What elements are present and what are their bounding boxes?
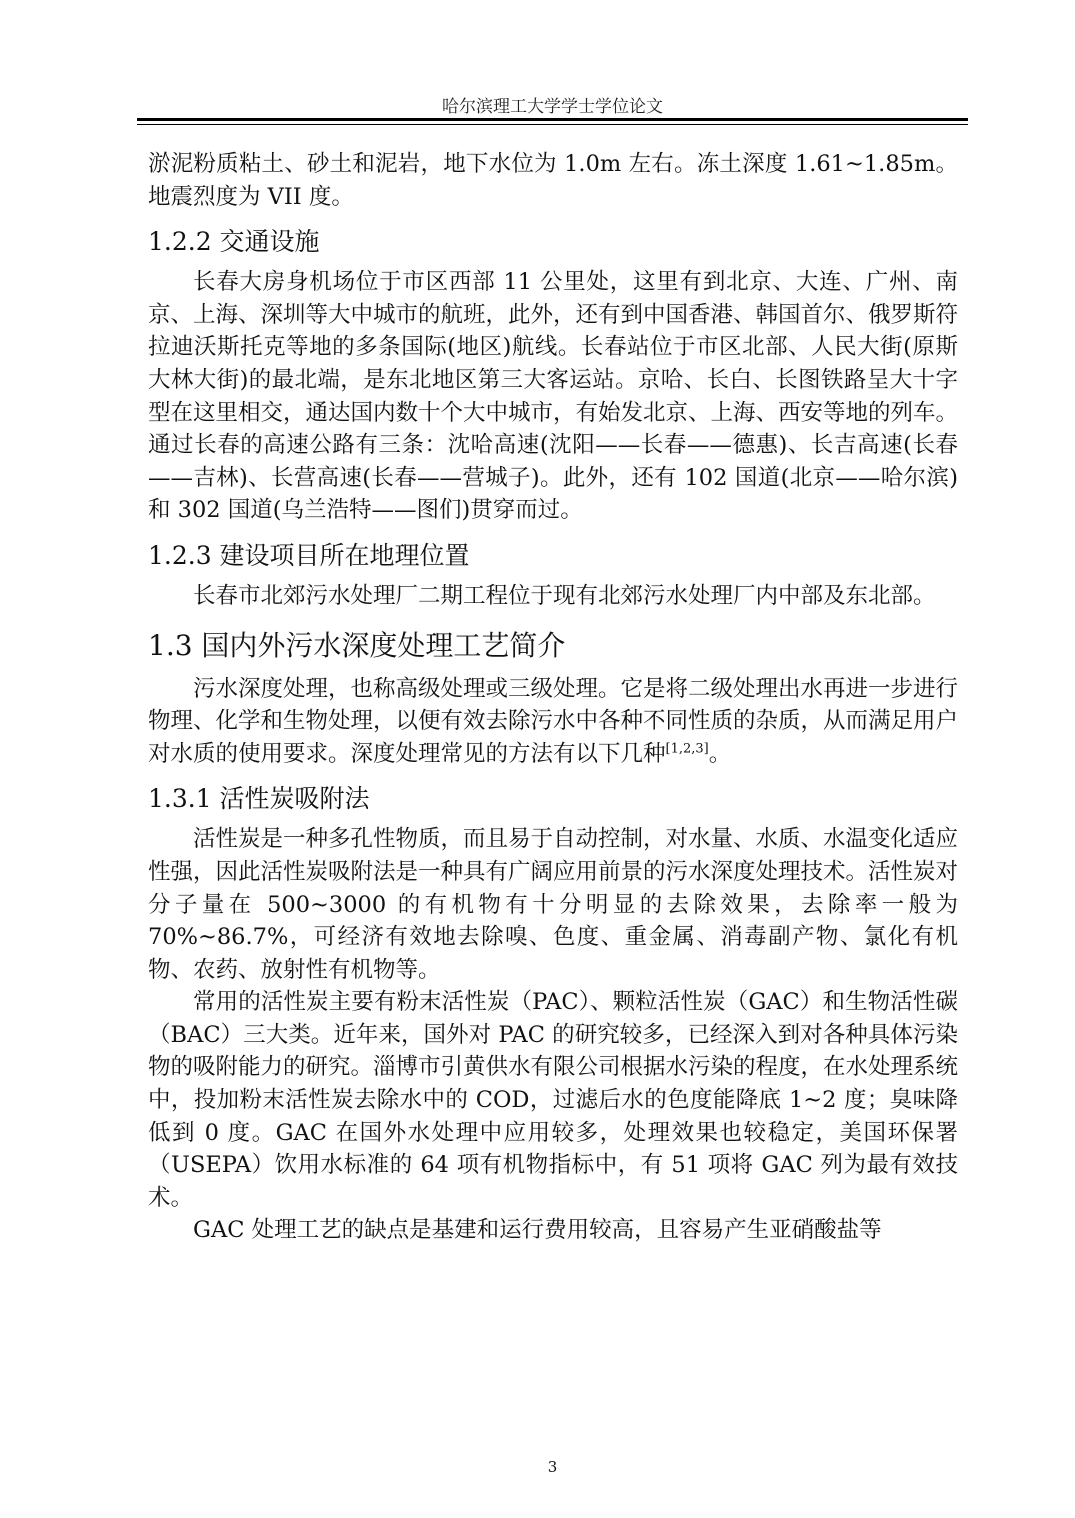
paragraph-advanced-treatment-text: 污水深度处理，也称高级处理或三级处理。它是将二级处理出水再进一步进行物理、化学和生物处理，以便有效去除污水中各种不同性质的杂质，从而满足用户对水质的使用要求。深度处理常见的方法有以下几种 (148, 675, 959, 767)
header-rule-thin (137, 124, 968, 125)
page-header: 哈尔滨理工大学学士学位论文 (442, 97, 663, 117)
paragraph-gac-drawbacks: GAC 处理工艺的缺点是基建和运行费用较高，且容易产生亚硝酸盐等 (193, 1217, 882, 1244)
page-number: 3 (547, 1458, 558, 1476)
paragraph-activated-carbon: 活性炭是一种多孔性物质，而且易于自动控制，对水量、水质、水温变化适应性强，因此活性炭吸附法是一种具有广阔应用前景的污水深度处理技术。活性炭对分子量在 500~3000 的有机物有十分明显的去除效果，去除率一般为 70%~86.7%，可经济有效地去除嗅、色度、重金属、消毒副产物、氯化有机物、农药、放射性有机物等。 (148, 826, 959, 983)
heading-1-2-3: 1.2.3 建设项目所在地理位置 (148, 540, 470, 570)
header-rule-thick (137, 118, 968, 121)
citation: [1,2,3] (665, 741, 709, 757)
paragraph-location: 长春市北郊污水处理厂二期工程位于现有北郊污水处理厂内中部及东北部。 (193, 582, 936, 609)
paragraph-soil: 淤泥粉质粘土、砂土和泥岩，地下水位为 1.0m 左右。冻土深度 1.61~1.85m。地震烈度为 VII 度。 (148, 151, 958, 210)
heading-1-3: 1.3 国内外污水深度处理工艺简介 (148, 628, 566, 662)
paragraph-advanced-treatment-end: 。 (708, 740, 732, 767)
page-body (148, 148, 958, 1247)
heading-1-2-2: 1.2.2 交通设施 (148, 227, 320, 257)
heading-1-3-1: 1.3.1 活性炭吸附法 (148, 784, 370, 814)
paragraph-transport: 长春大房身机场位于市区西部 11 公里处，这里有到北京、大连、广州、南京、上海、深圳等大中城市的航班，此外，还有到中国香港、韩国首尔、俄罗斯符拉迪沃斯托克等地的多条国际(地区)航线。长春站位于市区北部、人民大街(原斯大林大街)的最北端，是东北地区第三大客运站。京哈、长白、长图铁路呈大十字型在这里相交，通达国内数十个大中城市，有始发北京、上海、西安等地的列车。通过长春的高速公路有三条：沈哈高速(沈阳——长春——德惠)、长吉高速(长春——吉林)、长营高速(长春——营城子)。此外，还有 102 国道(北京——哈尔滨)和 302 国道(乌兰浩特——图们)贯穿而过。 (148, 269, 959, 524)
paragraph-carbon-types: 常用的活性炭主要有粉末活性炭（PAC）、颗粒活性炭（GAC）和生物活性碳（BAC）三大类。近年来，国外对 PAC 的研究较多，已经深入到对各种具体污染物的吸附能力的研究。淄博市引黄供水有限公司根据水污染的程度，在水处理系统中，投加粉末活性炭去除水中的 COD，过滤后水的色度能降底 1~2 度；臭味降低到 0 度。GAC 在国外水处理中应用较多，处理效果也较稳定，美国环保署（USEPA）饮用水标准的 64 项有机物指标中，有 51 项将 GAC 列为最有效技术。 (148, 989, 959, 1211)
paragraph-advanced-treatment (148, 673, 958, 771)
